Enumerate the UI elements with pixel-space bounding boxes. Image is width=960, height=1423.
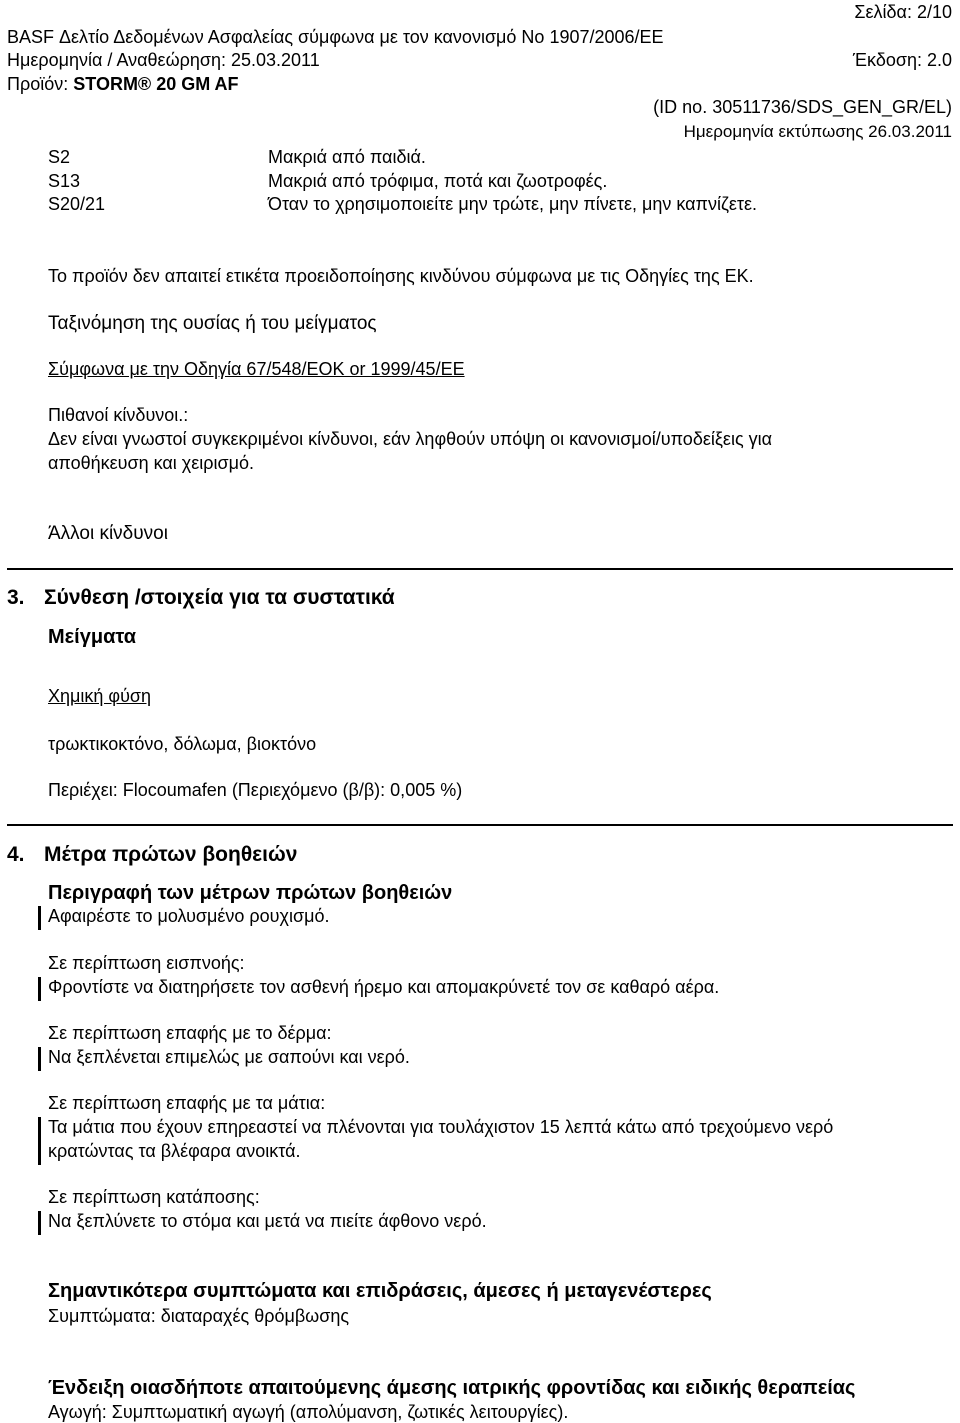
hazards-text-line1: Δεν είναι γνωστοί συγκεκριμένοι κίνδυνοι, εάν ληφθούν υπόψη οι κανονισμοί/υποδείξεις για bbox=[48, 429, 773, 449]
section3-title: Σύνθεση /στοιχεία για τα συστατικά bbox=[44, 586, 395, 609]
product-name: STORM® 20 GM AF bbox=[73, 74, 239, 94]
s-phrase-code: S13 bbox=[48, 171, 81, 191]
chemical-nature-label: Χημική φύση bbox=[48, 686, 152, 706]
inhalation-text: Φροντίστε να διατηρήσετε τον ασθενή ήρεμο και απομακρύνετέ τον σε καθαρό αέρα. bbox=[48, 977, 720, 997]
first-aid-description-heading: Περιγραφή των μέτρων πρώτων βοηθειών bbox=[48, 882, 453, 904]
section-divider bbox=[7, 568, 953, 570]
s-phrase-text: Μακριά από τρόφιμα, ποτά και ζωοτροφές. bbox=[268, 171, 608, 191]
skin-label: Σε περίπτωση επαφής με το δέρμα: bbox=[48, 1023, 332, 1043]
contains-text: Περιέχει: Flocoumafen (Περιεχόμενο (β/β): 0,005 %) bbox=[48, 780, 463, 800]
medical-care-heading: Ένδειξη οιασδήποτε απαιτούμενης άμεσης ιατρικής φροντίδας και ειδικής θεραπείας bbox=[48, 1377, 856, 1399]
product-line bbox=[7, 74, 239, 95]
ingestion-label: Σε περίπτωση κατάποσης: bbox=[48, 1187, 260, 1207]
symptoms-heading: Σημαντικότερα συμπτώματα και επιδράσεις, άμεσες ή μεταγενέστερες bbox=[48, 1280, 712, 1302]
print-date: Ημερομηνία εκτύπωσης 26.03.2011 bbox=[683, 122, 952, 141]
s-phrase-text: Μακριά από παιδιά. bbox=[268, 147, 426, 167]
section3-number: 3. bbox=[7, 586, 25, 609]
section4-title: Μέτρα πρώτων βοηθειών bbox=[44, 843, 298, 866]
product-label: Προϊόν: bbox=[7, 74, 74, 94]
mixtures-heading: Μείγματα bbox=[48, 626, 137, 648]
eyes-text-line2: κρατώντας τα βλέφαρα ανοικτά. bbox=[48, 1141, 301, 1161]
id-number: (ID no. 30511736/SDS_GEN_GR/EL) bbox=[653, 97, 952, 117]
change-bar bbox=[38, 1117, 41, 1165]
ingestion-text: Να ξεπλύνετε το στόμα και μετά να πιείτε άφθονο νερό. bbox=[48, 1211, 487, 1231]
revision-date: Ημερομηνία / Αναθεώρηση: 25.03.2011 bbox=[7, 50, 320, 70]
change-bar bbox=[38, 977, 41, 1001]
s-phrase-code: S20/21 bbox=[48, 194, 106, 214]
hazards-label: Πιθανοί κίνδυνοι.: bbox=[48, 405, 189, 425]
change-bar bbox=[38, 1047, 41, 1071]
other-hazards-heading: Άλλοι κίνδυνοι bbox=[48, 523, 168, 544]
medical-care-text: Αγωγή: Συμπτωματική αγωγή (απολύμανση, ζωτικές λειτουργίες). bbox=[48, 1402, 569, 1422]
classification-heading: Ταξινόμηση της ουσίας ή του μείγματος bbox=[48, 313, 377, 334]
skin-text: Να ξεπλένεται επιμελώς με σαπούνι και νερό. bbox=[48, 1047, 410, 1067]
chemical-nature: τρωκτικοκτόνο, δόλωμα, βιοκτόνο bbox=[48, 734, 317, 754]
section4-number: 4. bbox=[7, 843, 25, 866]
change-bar bbox=[38, 906, 41, 930]
hazards-text-line2: αποθήκευση και χειρισμό. bbox=[48, 453, 254, 473]
eyes-label: Σε περίπτωση επαφής με τα μάτια: bbox=[48, 1093, 326, 1113]
document-title: BASF Δελτίο Δεδομένων Ασφαλείας σύμφωνα με τον κανονισμό No 1907/2006/EE bbox=[7, 27, 664, 47]
eyes-text-line1: Τα μάτια που έχουν επηρεαστεί να πλένονται για τουλάχιστον 15 λεπτά κάτω από τρεχούμενο νερό bbox=[48, 1117, 834, 1137]
first-aid-general: Αφαιρέστε το μολυσμένο ρουχισμό. bbox=[48, 906, 330, 926]
change-bar bbox=[38, 1211, 41, 1235]
page-number: Σελίδα: 2/10 bbox=[854, 2, 952, 22]
inhalation-label: Σε περίπτωση εισπνοής: bbox=[48, 953, 245, 973]
s-phrase-code: S2 bbox=[48, 147, 71, 167]
section-divider bbox=[7, 824, 953, 826]
label-note: Το προϊόν δεν απαιτεί ετικέτα προειδοποίησης κινδύνου σύμφωνα με τις Οδηγίες της ΕΚ. bbox=[48, 266, 754, 286]
version: Έκδοση: 2.0 bbox=[852, 50, 952, 70]
classification-directive: Σύμφωνα με την Οδηγία 67/548/ΕΟΚ or 1999/45/ΕΕ bbox=[48, 359, 465, 379]
s-phrase-text: Όταν το χρησιμοποιείτε μην τρώτε, μην πίνετε, μην καπνίζετε. bbox=[268, 194, 758, 214]
symptoms-text: Συμπτώματα: διαταραχές θρόμβωσης bbox=[48, 1306, 350, 1326]
